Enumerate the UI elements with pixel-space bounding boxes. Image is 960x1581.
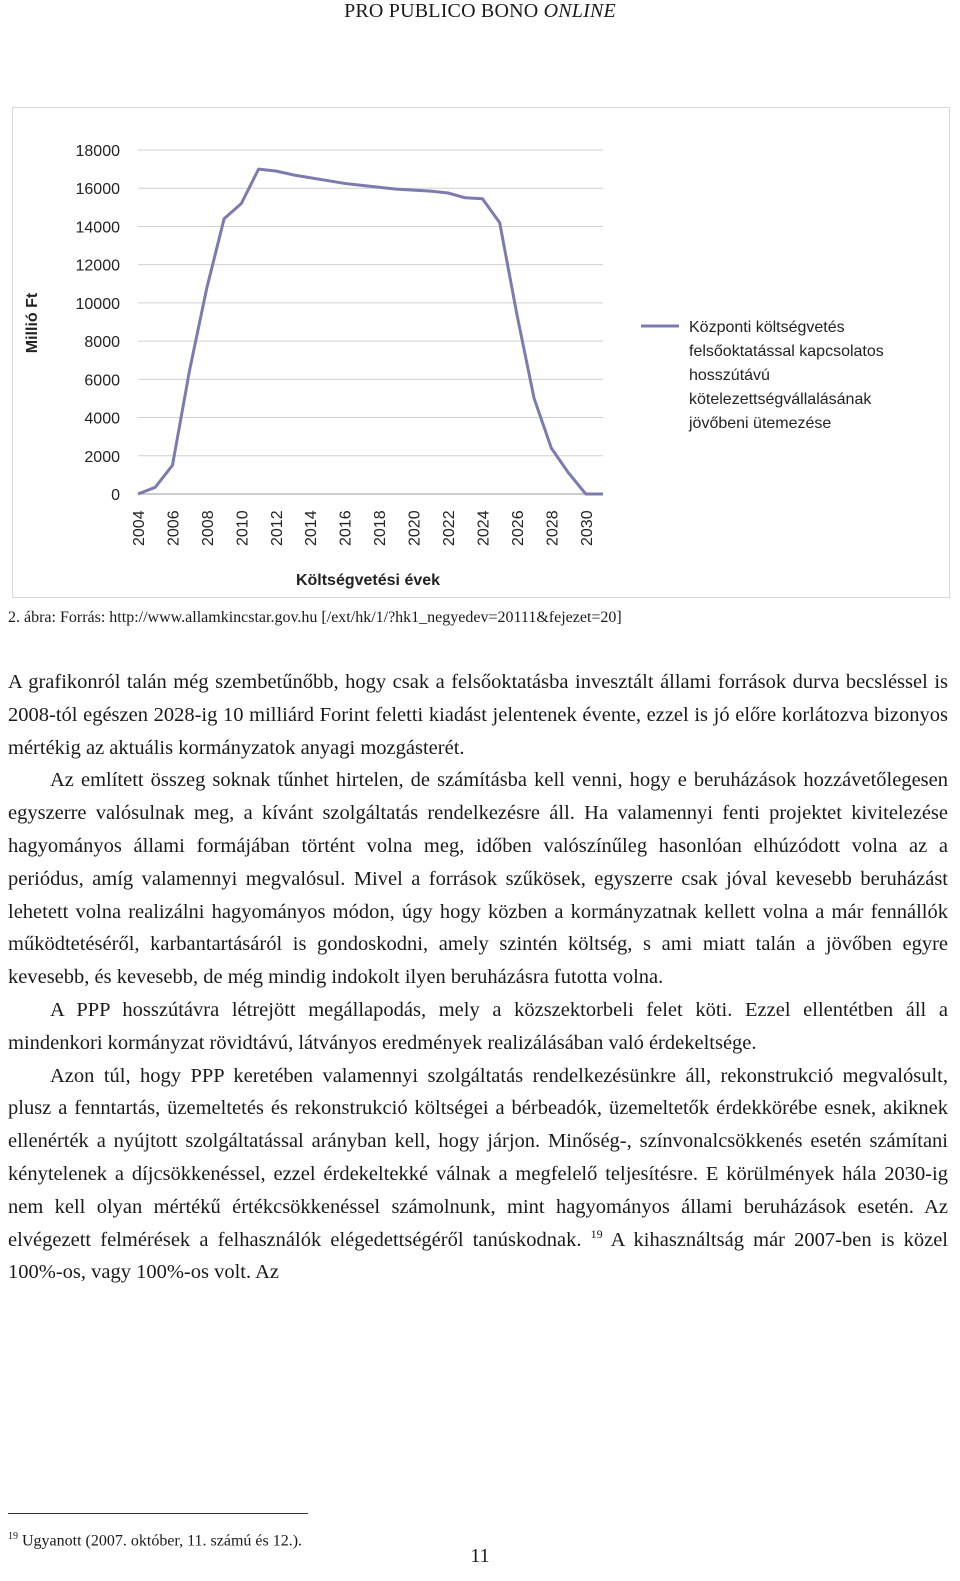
y-tick-label: 0: [111, 487, 120, 504]
chart-frame: [12, 107, 950, 598]
x-axis-label: Költségvetési évek: [295, 572, 441, 589]
journal-title: PRO PUBLICO BONO: [344, 0, 539, 22]
x-tick-label: 2024: [475, 510, 493, 546]
y-tick-label: 2000: [84, 448, 120, 466]
y-tick-label: 18000: [75, 143, 120, 160]
x-tick-label: 2006: [165, 510, 183, 546]
series-line: [138, 169, 603, 494]
x-tick-label: 2022: [441, 510, 458, 546]
paragraph: A grafikonról talán még szembetűnőbb, hogy csak a felsőoktatásba invesztált állami források durva becsléssel is 2008-tól egészen 2028-ig 10 milliárd Forint feletti kiadást jelentenek évente, ezzel is jó előre korlátozva bizonyos mértékig az aktuális kormányzatok anyagi mozgásterét.: [8, 671, 948, 759]
paragraph-text: Azon túl, hogy PPP keretében valamennyi szolgáltatás rendelkezésünkre áll, rekonstrukció megvalósult, plusz a fenntartás, üzemeltetés és rekonstrukció költségei a bérbeadók, üzemeltetők érdekkörébe esnek, akiknek ellenérték a nyújtott szolgáltatással arányban kell, hogy járjon. Minőség-, színvonalcsökkenés esetén számítani kénytelenek a díjcsökkenéssel, ezzel érdekeltekké válnak a megfelelő teljesítésre. E körülmények hála 2030-ig nem kell olyan mértékű értékcsökkenéssel számolnunk, mint hagyományos állami beruházások esetén. Az elvégezett felmérések a felhasználók elégedettségéről tanúskodnak.: [8, 1064, 948, 1251]
x-tick-labels: [131, 510, 596, 546]
y-tick-label: 8000: [84, 334, 120, 352]
x-tick-label: 2010: [234, 510, 252, 546]
y-tick-label: 14000: [75, 219, 120, 237]
x-tick-label: 2014: [303, 510, 321, 546]
y-tick-label: 6000: [84, 372, 120, 390]
footnote-number: 19: [8, 1531, 18, 1542]
legend-label-line-3: hosszútávú: [689, 367, 770, 384]
y-tick-labels: [76, 143, 121, 504]
paragraph-tail: A kihasználtság már 2007-ben is közel 100%-os, vagy 100%-os volt. Az: [8, 1228, 948, 1284]
y-tick-label: 10000: [75, 295, 120, 313]
grid-lines: [138, 150, 603, 494]
y-tick-label: 16000: [75, 181, 120, 199]
x-tick-label: 2008: [199, 510, 217, 546]
page-number: 11: [470, 1545, 490, 1567]
footnote-text: Ugyanott (2007. október, 11. számú és 12.).: [22, 1532, 303, 1550]
journal-title-suffix: ONLINE: [543, 0, 616, 22]
paragraph: Az említett összeg soknak tűnhet hirtelen, de számításba kell venni, hogy e beruházások hozzávetőlegesen egyszerre valósulnak meg, a kívánt szolgáltatás rendelkezésre áll. Ha valamennyi fenti projektet kivitelezése hagyományos állami formájában történt volna meg, időben valószínűleg hasonlóan elhúzódott volna az a periódus, amíg valamennyi megvalósul. Mivel a források szűkösek, egyszerre csak jóval kevesebb beruházást lehetett volna realizálni hagyományos módon, úgy hogy közben a kormányzatnak kellett volna a már fennállók működtetéséről, karbantartásáról is gondoskodni, amely szintén költség, s ami miatt talán a jövőben egyre kevesebb, és kevesebb, de még mindig indokolt ilyen beruházásra futotta volna.: [8, 769, 948, 989]
x-tick-label: 2004: [131, 510, 148, 546]
legend-label-line-2: felsőoktatással kapcsolatos: [689, 343, 884, 360]
legend-label-line-5: jövőbeni ütemezése: [689, 415, 832, 432]
x-tick-label: 2028: [544, 510, 562, 546]
line-chart: [13, 108, 949, 597]
series-lines: [138, 169, 603, 494]
paragraph-with-footnote: [8, 1060, 948, 1290]
legend-label-line-1: Központi költségvetés: [689, 319, 845, 336]
y-tick-label: 12000: [75, 257, 120, 275]
paragraph: A PPP hosszútávra létrejött megállapodás, mely a közszektorbeli felet köti. Ezzel ellentétben áll a mindenkori kormányzat rövidtávú, látványos eredmények realizálásában való érdekeltsége.: [8, 998, 948, 1054]
x-tick-label: 2030: [578, 510, 596, 546]
chart-legend: [641, 319, 884, 432]
running-header: [0, 0, 960, 23]
footnote-divider: [8, 1513, 308, 1514]
body-text: [8, 666, 948, 1289]
footnote-reference[interactable]: 19: [590, 1226, 603, 1241]
y-axis-label: Millió Ft: [24, 292, 41, 354]
x-tick-label: 2018: [372, 510, 390, 546]
legend-label-line-4: kötelezettségvállalásának: [689, 391, 872, 408]
figure-caption: 2. ábra: Forrás: http://www.allamkincstar.gov.hu [/ext/hk/1/?hk1_negyedev=20111&fejezet=20]: [8, 609, 622, 626]
x-tick-label: 2026: [509, 510, 527, 546]
x-tick-label: 2012: [268, 510, 286, 546]
x-tick-label: 2016: [337, 510, 355, 546]
y-tick-label: 4000: [84, 410, 120, 428]
x-tick-label: 2020: [406, 510, 424, 546]
